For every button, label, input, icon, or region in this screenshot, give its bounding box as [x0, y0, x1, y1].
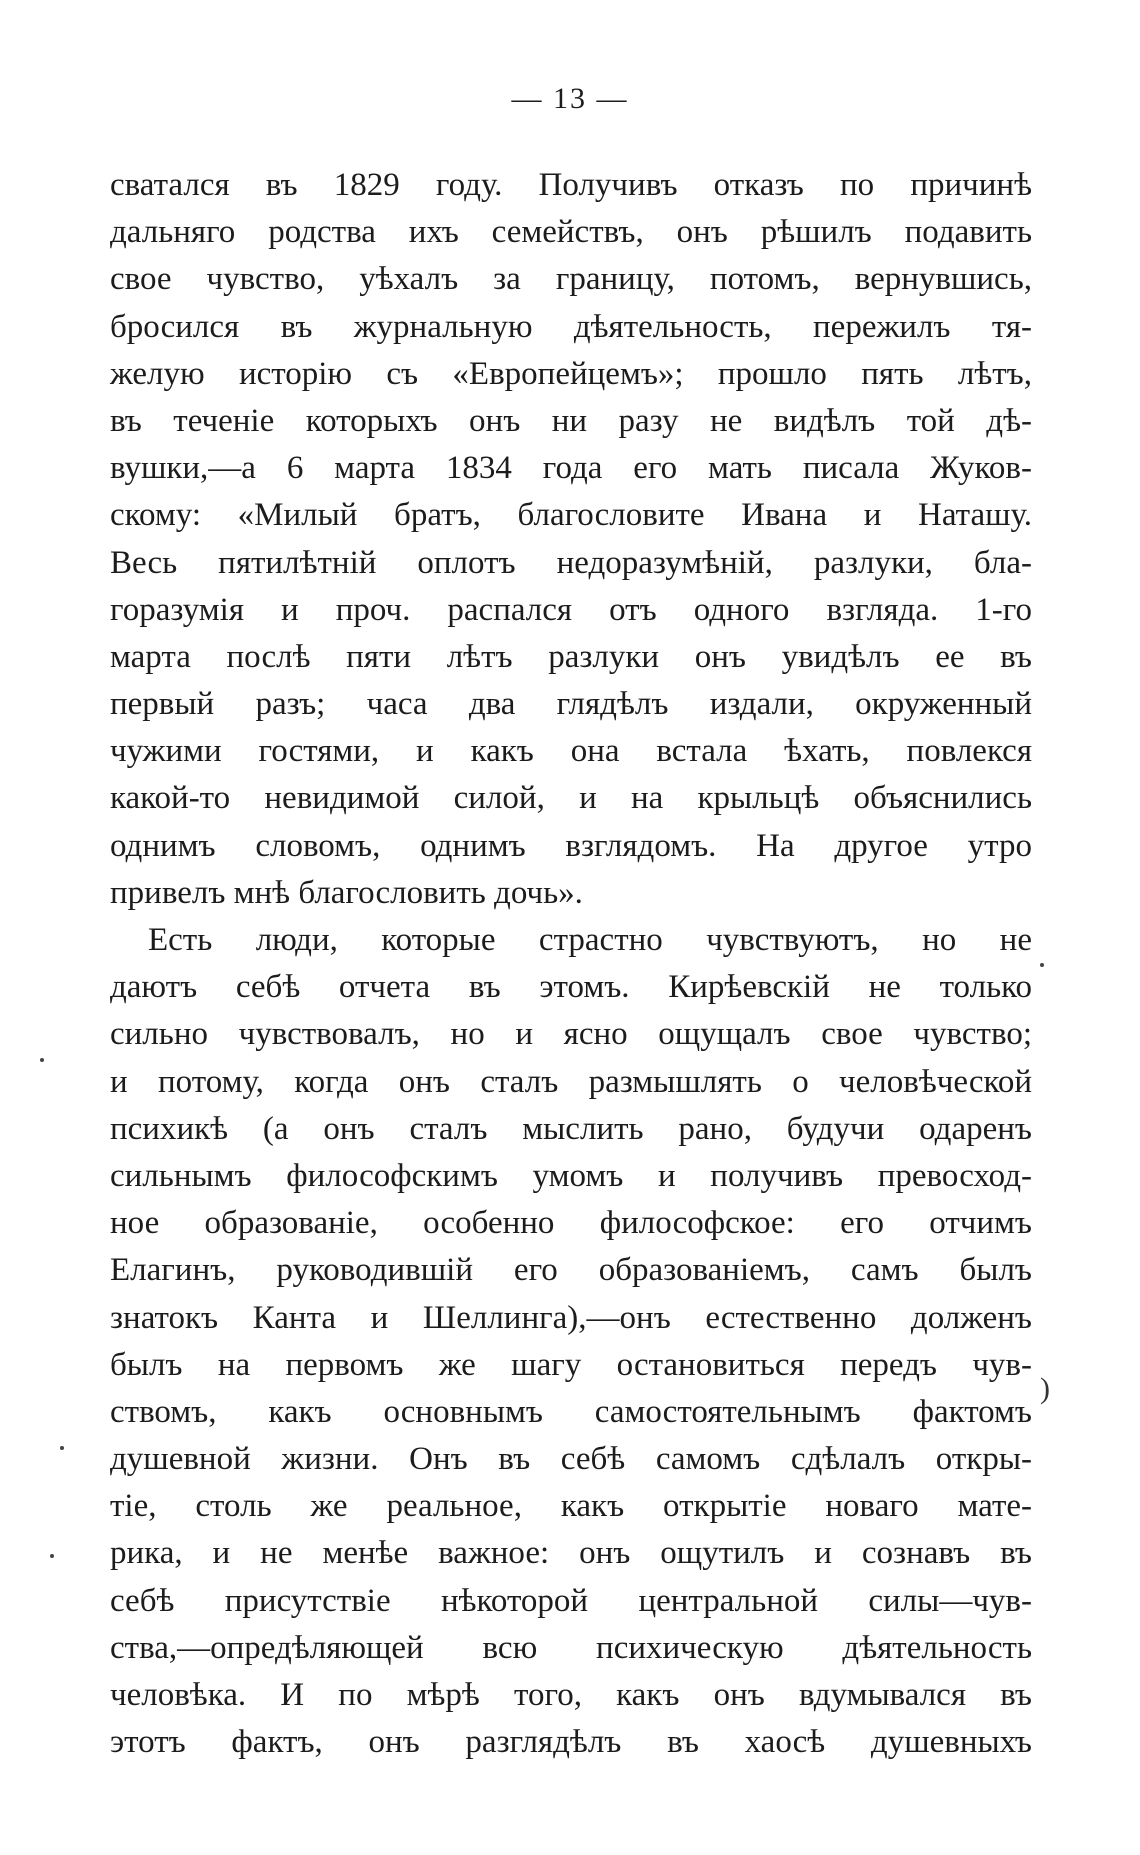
text-line: знатокъ Канта и Шеллинга),—онъ естественно долженъ [110, 1299, 1032, 1336]
margin-dot [40, 1058, 44, 1062]
text-line: тіе, столь же реальное, какъ открытіе новаго мате- [110, 1488, 1032, 1525]
text-line: вушки,—а 6 марта 1834 года его мать писала Жуков- [110, 450, 1032, 487]
text-line: сильно чувствовалъ, но и ясно ощущалъ свое чувство; [110, 1016, 1032, 1053]
text-line: дальняго родства ихъ семействъ, онъ рѣшилъ подавить [110, 214, 1032, 251]
text-line: ства,—опредѣляющей всю психическую дѣятельность [110, 1629, 1032, 1666]
text-line: однимъ словомъ, однимъ взглядомъ. На другое утро [110, 827, 1032, 864]
text-line: марта послѣ пяти лѣтъ разлуки онъ увидѣлъ ее въ [110, 638, 1032, 675]
text-line: желую исторію съ «Европейцемъ»; прошло пять лѣтъ, [110, 355, 1032, 392]
text-line: въ теченіе которыхъ онъ ни разу не видѣлъ той дѣ- [110, 402, 1032, 439]
margin-dot [1040, 963, 1044, 967]
text-line: даютъ себѣ отчета въ этомъ. Кирѣевскій не только [110, 969, 1032, 1006]
text-line: горазумія и проч. распался отъ одного взгляда. 1-го [110, 591, 1032, 628]
text-line: ное образованіе, особенно философское: его отчимъ [110, 1205, 1032, 1242]
text-line: рика, и не менѣе важное: онъ ощутилъ и сознавъ въ [110, 1535, 1032, 1572]
text-line: человѣка. И по мѣрѣ того, какъ онъ вдумывался въ [110, 1677, 1032, 1713]
margin-dot [50, 1554, 54, 1558]
text-line: Есть люди, которые страстно чувствуютъ, но не [148, 922, 1032, 958]
text-line: какой-то невидимой силой, и на крыльцѣ объяснились [110, 780, 1032, 817]
text-line: душевной жизни. Онъ въ себѣ самомъ сдѣлалъ откры- [110, 1441, 1032, 1478]
text-line: этотъ фактъ, онъ разглядѣлъ въ хаосѣ душевныхъ [110, 1724, 1032, 1761]
text-line: привелъ мнѣ благословить дочь». [110, 874, 583, 911]
text-line: себѣ присутствіе нѣкоторой центральной силы—чув- [110, 1582, 1032, 1619]
text-line: психикѣ (а онъ сталъ мыслить рано, будучи одаренъ [110, 1110, 1032, 1147]
text-line: сильнымъ философскимъ умомъ и получивъ превосход- [110, 1157, 1032, 1194]
text-line: Весь пятилѣтній оплотъ недоразумѣній, разлуки, бла- [110, 544, 1032, 581]
text-line: ствомъ, какъ основнымъ самостоятельнымъ фактомъ [110, 1393, 1032, 1430]
text-line: первый разъ; часа два глядѣлъ издали, окруженный [110, 686, 1032, 723]
text-line: бросился въ журнальную дѣятельность, пережилъ тя- [110, 308, 1032, 345]
margin-dot [60, 1446, 64, 1450]
page-number: — 13 — [511, 82, 629, 115]
text-line: былъ на первомъ же шагу остановиться передъ чув- [110, 1346, 1032, 1383]
text-line: и потому, когда онъ сталъ размышлять о человѣческой [110, 1063, 1032, 1100]
margin-bracket-mark: ) [1040, 1372, 1050, 1405]
text-line: свое чувство, уѣхалъ за границу, потомъ, вернувшись, [110, 261, 1032, 298]
text-line: сватался въ 1829 году. Получивъ отказъ по причинѣ [110, 167, 1032, 203]
body-text [110, 162, 1032, 1766]
text-line: скому: «Милый братъ, благословите Ивана и Наташу. [110, 497, 1032, 534]
text-line: чужими гостями, и какъ она встала ѣхать, повлекся [110, 733, 1032, 770]
text-line: Елагинъ, руководившій его образованіемъ, самъ былъ [110, 1252, 1032, 1289]
